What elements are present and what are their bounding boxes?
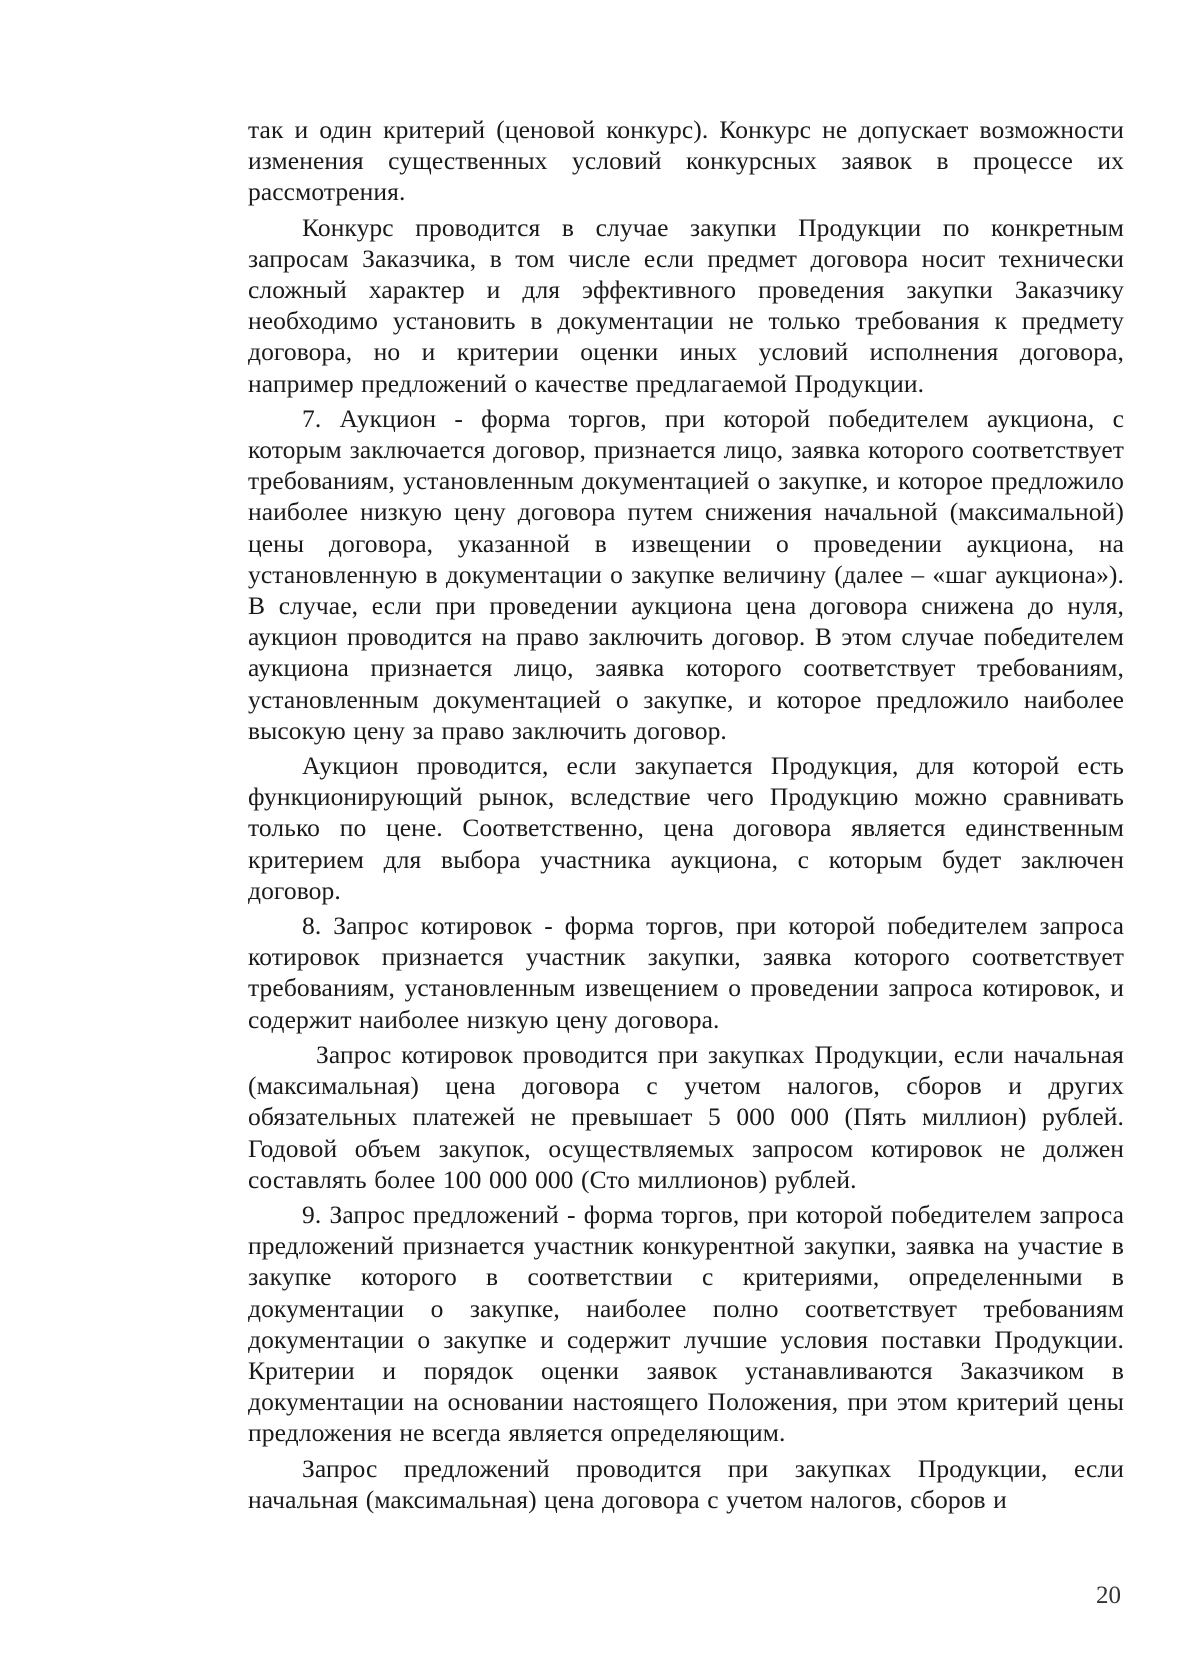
paragraph-contest-conditions: Конкурс проводится в случае закупки Продукции по конкретным запросам Заказчика, в том числе если предмет договора носит технически сложный характер и для эффективного проведения закупки Заказчику необходимо установить в документации не только требования к предмету договора, но и критерии оценки иных условий исполнения договора, например предложений о качестве предлагаемой Продукции. <box>248 212 1124 398</box>
paragraph-proposal-request-definition: 9. Запрос предложений - форма торгов, при которой победителем запроса предложений признается участник конкурентной закупки, заявка на участие в закупке которого в соответствии с критериями, определенными в документации о закупке, наиболее полно соответствует требованиям документации о закупке и содержит лучшие условия поставки Продукции. Критерии и порядок оценки заявок устанавливаются Заказчиком в документации на основании настоящего Положения, при этом критерий цены предложения не всегда является определяющим. <box>248 1199 1124 1448</box>
page-number: 20 <box>1096 1582 1121 1609</box>
paragraph-quotation-request-conditions: Запрос котировок проводится при закупках Продукции, если начальная (максимальная) цена договора с учетом налогов, сборов и других обязательных платежей не превышает 5 000 000 (Пять миллион) рублей. Годовой объем закупок, осуществляемых запросом котировок не должен составлять более 100 000 000 (Сто миллионов) рублей. <box>248 1039 1124 1194</box>
paragraph-quotation-request-definition: 8. Запрос котировок - форма торгов, при которой победителем запроса котировок признается участник закупки, заявка которого соответствует требованиям, установленным извещением о проведении запроса котировок, и содержит наиболее низкую цену договора. <box>248 911 1124 1034</box>
paragraph-proposal-request-conditions: Запрос предложений проводится при закупках Продукции, если начальная (максимальная) цена договора с учетом налогов, сборов и <box>248 1453 1124 1514</box>
document-body <box>248 114 1124 1519</box>
paragraph-contest-continuation: так и один критерий (ценовой конкурс). Конкурс не допускает возможности изменения существенных условий конкурсных заявок в процессе их рассмотрения. <box>248 115 1124 207</box>
paragraph-auction-conditions: Аукцион проводится, если закупается Продукция, для которой есть функционирующий рынок, вследствие чего Продукцию можно сравнивать только по цене. Соответственно, цена договора является единственным критерием для выбора участника аукциона, с которым будет заключен договор. <box>248 751 1124 905</box>
paragraph-auction-definition: 7. Аукцион - форма торгов, при которой победителем аукциона, с которым заключается договор, признается лицо, заявка которого соответствует требованиям, установленным документацией о закупке, и которое предложило наиболее низкую цену договора путем снижения начальной (максимальной) цены договора, указанной в извещении о проведении аукциона, на установленную в документации о закупке величину (далее – «шаг аукциона»). В случае, если при проведении аукциона цена договора снижена до нуля, аукцион проводится на право заключить договор. В этом случае победителем аукциона признается лицо, заявка которого соответствует требованиям, установленным документацией о закупке, и которое предложило наиболее высокую цену за право заключить договор. <box>248 403 1124 745</box>
